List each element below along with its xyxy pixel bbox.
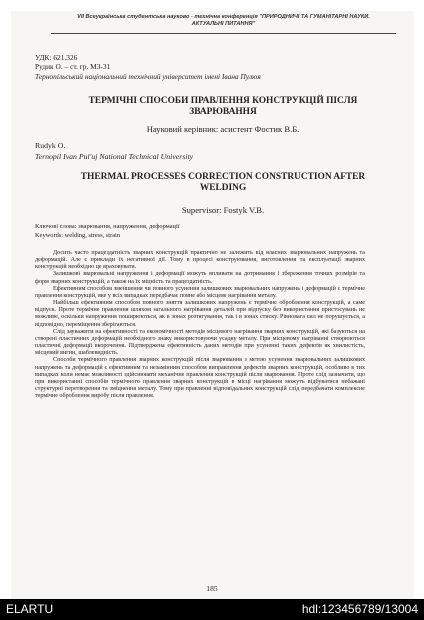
conference-header xyxy=(51,14,396,34)
title-ua-line-1: ТЕРМІЧНІ СПОСОБИ ПРАВЛЕННЯ КОНСТРУКЦІЙ ПІСЛЯ xyxy=(88,96,358,106)
title-en-line-1: THERMAL PROCESSES CORRECTION CONSTRUCTION AFTER xyxy=(80,172,366,182)
paragraph: Найбільш ефективним способом повного зняття залишкових напружень є термічне оброблення конструкцій, а саме відпуск. Проте термічне правлення шляхом загального нагрівання деталей при відпуску без використання пристосувань не можливе, оскільки напруження поширюються, як в зонах розтягування, так і в зонах стиску. Рівновага сил не порушується, а відповідно, переміщення зберігаються. xyxy=(35,300,365,328)
supervisor-en: Supervisor: Fostyk V.B. xyxy=(181,205,265,215)
keywords-ua: Ключові слова: зварювання, напруження, деформації xyxy=(35,223,180,230)
paragraph: Ефективним способом зменшення чи повного усунення залишкових зварювальних напружень і деформацій є термічне правлення конструкцій, яке у всіх випадках передбачає повне або місцеве нагрівання металу. xyxy=(35,285,365,299)
header-rule xyxy=(51,33,396,34)
paragraph: Досить часто працездатність зварних конструкцій практично не залежить від власних зварювальних напружень та деформацій. Але є приклади їх негативної дії. Тому в процесі конструювання, виготовлення та експлуатації зварних конструкцій необхідно це враховувати. xyxy=(35,250,365,271)
article-body xyxy=(35,250,365,400)
header-line-1: VII Всеукраїнська студентська науково - технічна конференція "ПРИРОДНИЧІ ТА ГУМАНІТАРНІ НАУКИ. xyxy=(77,14,370,20)
title-ua-line-2: ЗВАРЮВАННЯ xyxy=(189,107,257,117)
footer-repository-name: ELARTU xyxy=(6,602,54,616)
paragraph: Слід зауважити на ефективності та економічності методів місцевого нагрівання зварних конструкцій, які базуються на створені пластичних деформацій необхідного знаку використовуючи усадку металу. При місцевому нагріванні створюються пластичні деформації вкорочення. Підтверджена ефективність даних методів при усуненні таких дефектів як хвилистість, місцевий вигин, шаблевидність. xyxy=(35,328,365,357)
keywords-en: Keywords: welding, stress, strain xyxy=(35,232,121,239)
title-en-line-2: WELDING xyxy=(199,183,247,193)
affiliation-en: Ternopil Ivan Pul'uj National Technical University xyxy=(35,152,194,161)
page-number: 185 xyxy=(206,584,218,593)
footer-handle[interactable]: hdl:123456789/13004 xyxy=(301,602,418,616)
author-ua: Рудик О. – ст. гр. МЗ-31 xyxy=(35,62,111,71)
paragraph: Способи термічного правлення зварних конструкцій після зварювання з метою усунення зварювальних залишкових напружень та деформацій є ефективним та незамінним способом виправлення дефектів зварних конструкцій, особливо в тих випадках коли немає можливості здійснювати механічне правлення конструкцій після зварювання. Проте слід зазначити, що при використанні способів термічного правлення зварних конструкцій в місці нагрівання можуть відбуватися небажані структурні перетворення та зміцнення металу. Тому при правленні відповідальних конструкцій слід передбачати комплексне термічне оброблення виробу після правлення. xyxy=(35,357,365,400)
supervisor-ua: Науковий керівник: асистент Фостик В.Б. xyxy=(146,124,300,134)
author-en: Rudyk O. xyxy=(35,141,66,150)
header-line-2: АКТУАЛЬНІ ПИТАННЯ" xyxy=(191,21,256,27)
title-ua xyxy=(40,96,406,118)
paragraph: Залишкові зварювальні напруження і деформації можуть впливати на дотримання і збереження точних розмірів та форм зварних конструкцій, а також на їх міцність та працездатність. xyxy=(35,271,365,285)
repository-footer xyxy=(0,599,424,620)
title-en xyxy=(40,172,406,194)
udk-code: УДК: 621.326 xyxy=(35,53,78,62)
affiliation-ua: Тернопільський національний технічний університет імені Івана Пулюя xyxy=(35,72,261,81)
